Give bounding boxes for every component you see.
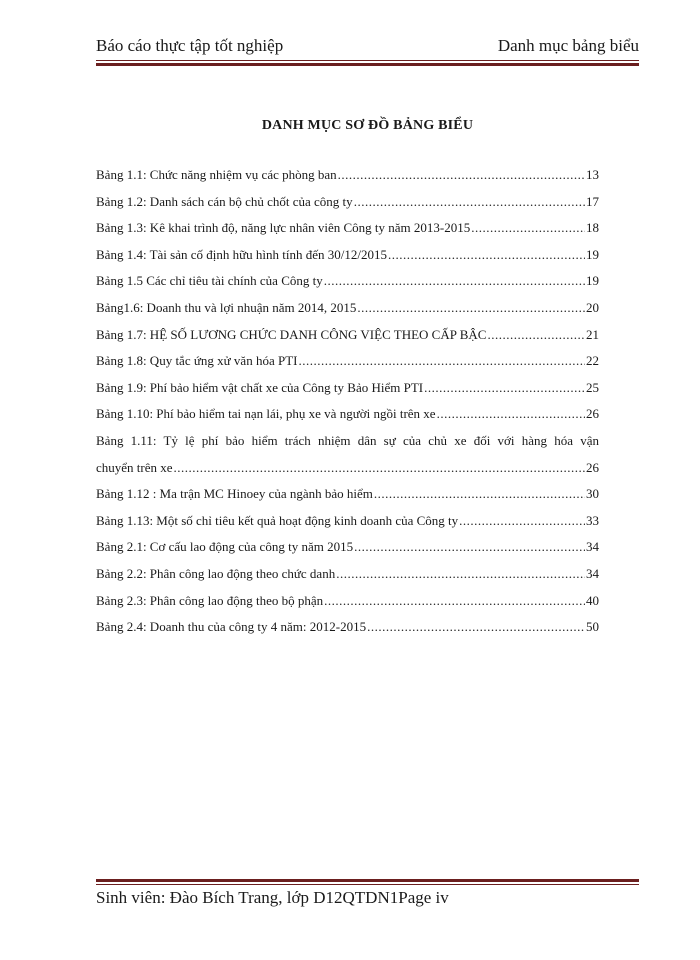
toc-leader-dots [437,401,585,428]
toc-entry-page: 50 [586,619,599,635]
page-title: DANH MỤC SƠ ĐỒ BẢNG BIỂU [261,118,474,133]
toc-entry-label: Bảng 1.10: Phí bảo hiểm tai nạn lái, phụ xe và người ngồi trên xe [96,406,436,422]
toc-entry-label: Bảng 1.8: Quy tắc ứng xử văn hóa PTI [96,353,298,369]
toc-leader-dots [174,455,585,482]
toc-entry-page: 26 [586,459,599,475]
toc-entry-label: Bảng 1.7: HỆ SỐ LƯƠNG CHỨC DANH CÔNG VIỆC THEO CẤP BẬC [96,326,487,342]
header-left-title: Báo cáo thực tập tốt nghiệp [96,36,284,55]
toc-entry[interactable] [96,561,599,588]
toc-entry-page: 25 [586,379,599,395]
toc-entry-label: Bảng 1.2: Danh sách cán bộ chủ chốt của công ty [96,193,353,209]
toc-entry-page: 19 [586,273,599,289]
toc-entry-label: chuyển trên xe [96,459,173,475]
toc-entry-page: 34 [586,565,599,581]
toc-leader-dots [471,215,585,242]
page-footer: Sinh viên: Đào Bích Trang, lớp D12QTDN1Page iv [96,888,449,907]
header-right-title: Danh mục bảng biểu [497,36,639,55]
toc-entry-page: 19 [586,246,599,262]
toc-leader-dots [338,162,585,189]
toc-entry[interactable] [96,348,599,375]
header-rule-thin [96,60,639,61]
toc-entry[interactable] [96,215,599,242]
toc-leader-dots [298,348,585,375]
toc-entry-page: 18 [586,220,599,236]
toc-leader-dots [354,189,585,216]
toc-leader-dots [324,588,585,615]
toc-entry-page: 26 [586,406,599,422]
toc-entry-label: Bảng 1.9: Phí bảo hiểm vật chất xe của Công ty Bảo Hiểm PTI [96,379,424,395]
table-of-contents [96,162,599,641]
toc-entry[interactable] [96,375,599,402]
toc-leader-dots [459,508,585,535]
toc-leader-dots [487,322,585,349]
header-rule-thick [96,63,639,66]
toc-entry-page: 22 [586,353,599,369]
toc-leader-dots [324,268,585,295]
toc-entry[interactable] [96,322,599,349]
footer-rule-thick [96,879,639,882]
toc-entry-label: Bảng 1.12 : Ma trận MC Hinoey của ngành bảo hiểm [96,486,373,502]
toc-entry-label: Bảng 2.3: Phân công lao động theo bộ phận [96,592,324,608]
toc-leader-dots [374,481,585,508]
toc-leader-dots [388,242,585,269]
toc-entry-page: 33 [586,512,599,528]
toc-entry[interactable] [96,189,599,216]
toc-entry-label: Bảng 2.4: Doanh thu của công ty 4 năm: 2012-2015 [96,619,367,635]
toc-entry-line1[interactable] [96,428,599,455]
toc-entry-label: Bảng 1.11: Tỷ lệ phí bảo hiểm trách nhiệm dân sự của chủ xe đối với hàng hóa vận [96,432,599,448]
toc-entry-page: 40 [586,592,599,608]
toc-entry-line2[interactable] [96,455,599,482]
toc-entry-page: 17 [586,193,599,209]
toc-entry[interactable] [96,268,599,295]
toc-entry[interactable] [96,401,599,428]
page-header [96,30,639,60]
toc-entry-label: Bảng 2.2: Phân công lao động theo chức danh [96,565,336,581]
toc-entry-page: 21 [586,326,599,342]
toc-leader-dots [367,614,585,641]
toc-entry-page: 13 [586,167,599,182]
toc-entry-label: Bảng 1.5 Các chỉ tiêu tài chính của Công ty [96,273,323,289]
toc-entry-label: Bảng 1.3: Kê khai trình độ, năng lực nhân viên Công ty năm 2013-2015 [96,220,471,236]
toc-entry-label: Bảng 1.1: Chức năng nhiệm vụ các phòng ban [96,167,337,182]
toc-entry[interactable] [96,534,599,561]
toc-entry[interactable] [96,588,599,615]
toc-entry-page: 30 [586,486,599,502]
toc-leader-dots [336,561,585,588]
toc-entry[interactable] [96,508,599,535]
toc-entry-label: Bảng 2.1: Cơ cấu lao động của công ty năm 2015 [96,539,354,555]
toc-entry[interactable] [96,295,599,322]
toc-entry-label: Bảng 1.13: Một số chỉ tiêu kết quả hoạt động kinh doanh của Công ty [96,512,459,528]
toc-entry[interactable] [96,242,599,269]
toc-entry-label: Bảng 1.4: Tài sản cố định hữu hình tính đến 30/12/2015 [96,246,387,262]
toc-entry-label: Bảng1.6: Doanh thu và lợi nhuận năm 2014, 2015 [96,299,357,315]
toc-entry-page: 20 [586,299,599,315]
toc-entry-page: 34 [586,539,599,555]
toc-entry[interactable] [96,162,599,189]
toc-entry[interactable] [96,481,599,508]
toc-entry[interactable] [96,614,599,641]
toc-leader-dots [357,295,585,322]
toc-leader-dots [424,375,585,402]
footer-rule-thin [96,884,639,885]
toc-leader-dots [354,534,585,561]
